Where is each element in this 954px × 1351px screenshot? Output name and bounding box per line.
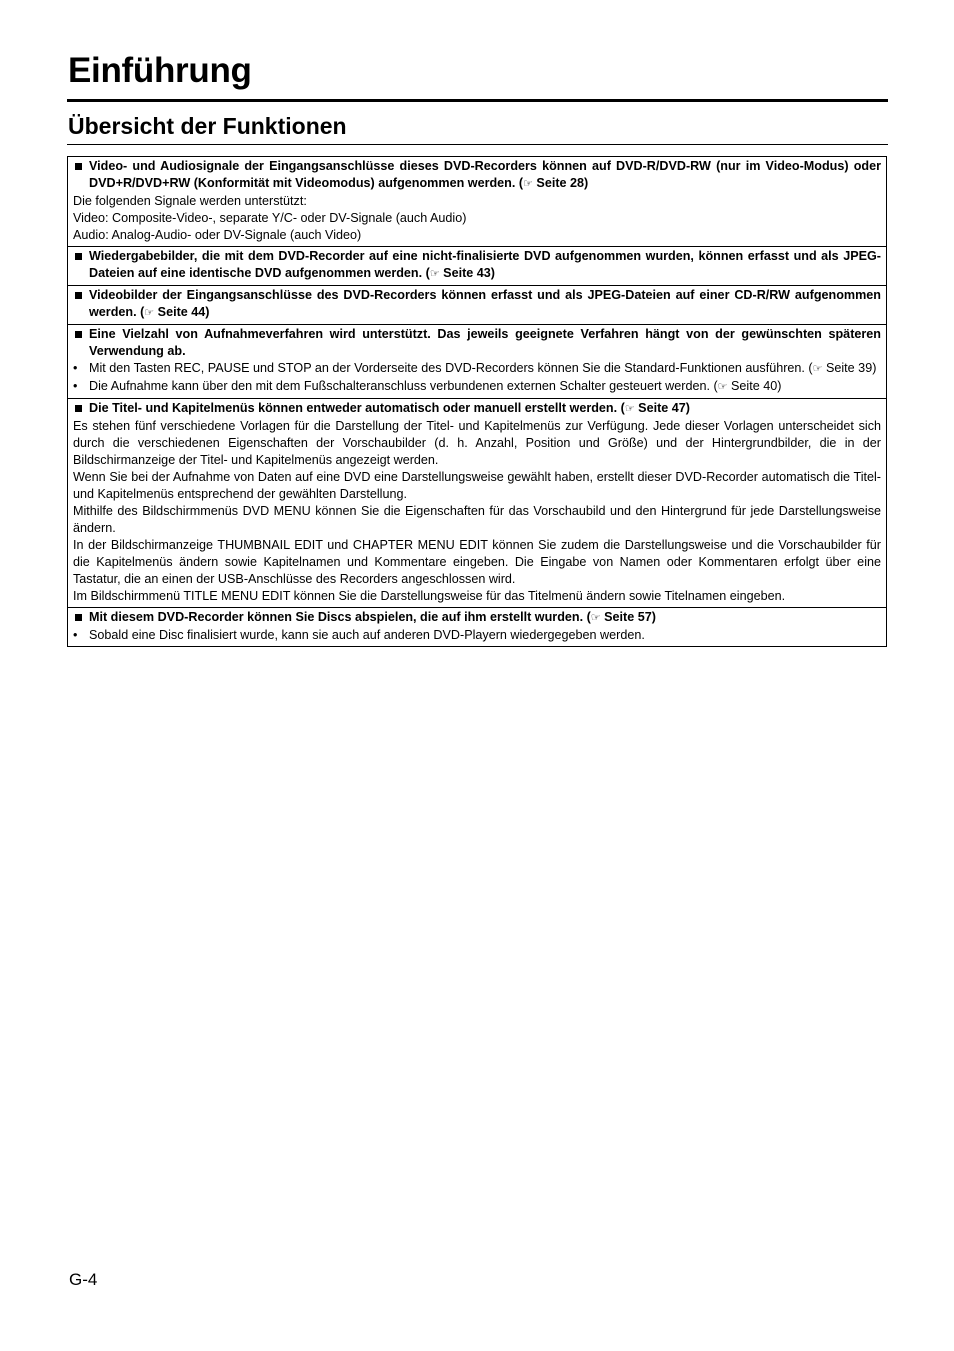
page-number: G-4 — [69, 1270, 98, 1289]
body-line: Video: Composite-Video-, separate Y/C- oder DV-Signale (auch Audio) — [73, 211, 467, 225]
feature-block-playback — [68, 608, 886, 647]
feature-heading: Mit diesem DVD-Recorder können Sie Discs abspielen, die auf ihm erstellt wurden. (☞ Seite 57) — [73, 609, 881, 627]
body-line: Audio: Analog-Audio- oder DV-Signale (auch Video) — [73, 228, 362, 242]
title-divider — [67, 99, 888, 102]
body-paragraph: In der Bildschirmanzeige THUMBNAIL EDIT und CHAPTER MENU EDIT können Sie zudem die Darstellungsweise und die Vorschaubilder für die Kapitelmenüs ändern sowie Kapitelnamen und Kommentare eingeben. Die Eingabe von Namen oder Kommentaren erfolgt über eine Tastatur, die an einen der USB-Anschlüsse des Recorders angeschlossen wird. — [73, 538, 881, 586]
body-paragraph: Wenn Sie bei der Aufnahme von Daten auf eine DVD eine Darstellungsweise gewählt haben, erstellt dieser DVD-Recorder automatisch die Titel- und Kapitelmenüs entsprechend der gewählten Darstellung. — [73, 470, 881, 501]
bullet-dot-icon: • — [73, 628, 78, 642]
page-title: Einführung — [68, 51, 252, 90]
body-paragraph: Es stehen fünf verschiedene Vorlagen für die Darstellung der Titel- und Kapitelmenüs zur Verfügung. Jede dieser Vorlagen unterscheidet sich durch die verschiedenen Eigenschaften der Vorschaubilder (d. h. Anzahl, Position und Größe) und der Hintergrundbilder, die in der Bildschirmanzeige der Titel- und Kapitelmenüs angezeigt werden. — [73, 419, 881, 467]
square-bullet-icon — [75, 405, 82, 412]
square-bullet-icon — [75, 253, 82, 260]
bullet-item: • Mit den Tasten REC, PAUSE und STOP an der Vorderseite des DVD-Recorders können Sie die Standard-Funktionen ausführen. (☞ Seite 39) — [73, 361, 877, 375]
section-divider — [67, 144, 888, 145]
feature-heading: Videobilder der Eingangsanschlüsse des DVD-Recorders können erfasst und als JPEG-Dateien auf einer CD-R/RW aufgenommen werden. (☞ Seite 44) — [73, 287, 881, 322]
page-reference-icon: ☞ — [144, 307, 155, 319]
page-reference-icon: ☞ — [429, 268, 440, 280]
bullet-item: • Die Aufnahme kann über den mit dem Fußschalteranschluss verbundenen externen Schalter gesteuert werden. (☞ Seite 40) — [73, 379, 782, 393]
feature-block-menus — [68, 399, 886, 608]
body-line: Die folgenden Signale werden unterstützt: — [73, 194, 307, 208]
body-paragraph: Mithilfe des Bildschirmmenüs DVD MENU können Sie die Eigenschaften für das Vorschaubild und den Hintergrund für jede Darstellungsweise ändern. — [73, 504, 881, 535]
square-bullet-icon — [75, 331, 82, 338]
page-reference-icon: ☞ — [624, 403, 635, 415]
bullet-dot-icon: • — [73, 379, 78, 393]
page-reference-icon: ☞ — [523, 178, 533, 190]
feature-heading: Video- und Audiosignale der Eingangsanschlüsse dieses DVD-Recorders können auf DVD-R/DVD-RW (nur im Video-Modus) oder DVD+R/DVD+RW (Konformität mit Videomodus) aufgenommen werden. (☞ Seite 28) — [73, 158, 881, 193]
section-title: Übersicht der Funktionen — [68, 113, 347, 139]
feature-block-recording-methods — [68, 325, 886, 399]
feature-overview-box — [67, 156, 887, 647]
feature-heading: Wiedergabebilder, die mit dem DVD-Recorder auf eine nicht-finalisierte DVD aufgenommen wurden, können erfasst und als JPEG-Dateien auf eine identische DVD aufgenommen werden. (☞ Seite 43) — [73, 248, 881, 283]
bullet-dot-icon: • — [73, 361, 78, 375]
feature-heading: Die Titel- und Kapitelmenüs können entweder automatisch oder manuell erstellt werden. (☞ Seite 47) — [73, 400, 881, 418]
feature-block-capture-cd — [68, 286, 886, 325]
square-bullet-icon — [75, 163, 82, 170]
square-bullet-icon — [75, 292, 82, 299]
feature-block-capture-dvd — [68, 247, 886, 286]
square-bullet-icon — [75, 614, 82, 621]
page-reference-icon: ☞ — [812, 363, 823, 375]
feature-heading: Eine Vielzahl von Aufnahmeverfahren wird unterstützt. Das jeweils geeignete Verfahren hängt von der gewünschten späteren Verwendung ab. — [73, 326, 881, 360]
body-paragraph: Im Bildschirmmenü TITLE MENU EDIT können Sie die Darstellungsweise für das Titelmenü ändern sowie Titelnamen eingeben. — [73, 589, 786, 603]
bullet-item: • Sobald eine Disc finalisiert wurde, kann sie auch auf anderen DVD-Playern wiedergegeben werden. — [73, 628, 645, 642]
feature-block-recording — [68, 157, 886, 247]
page-reference-icon: ☞ — [717, 381, 728, 393]
page-reference-icon: ☞ — [590, 612, 601, 624]
